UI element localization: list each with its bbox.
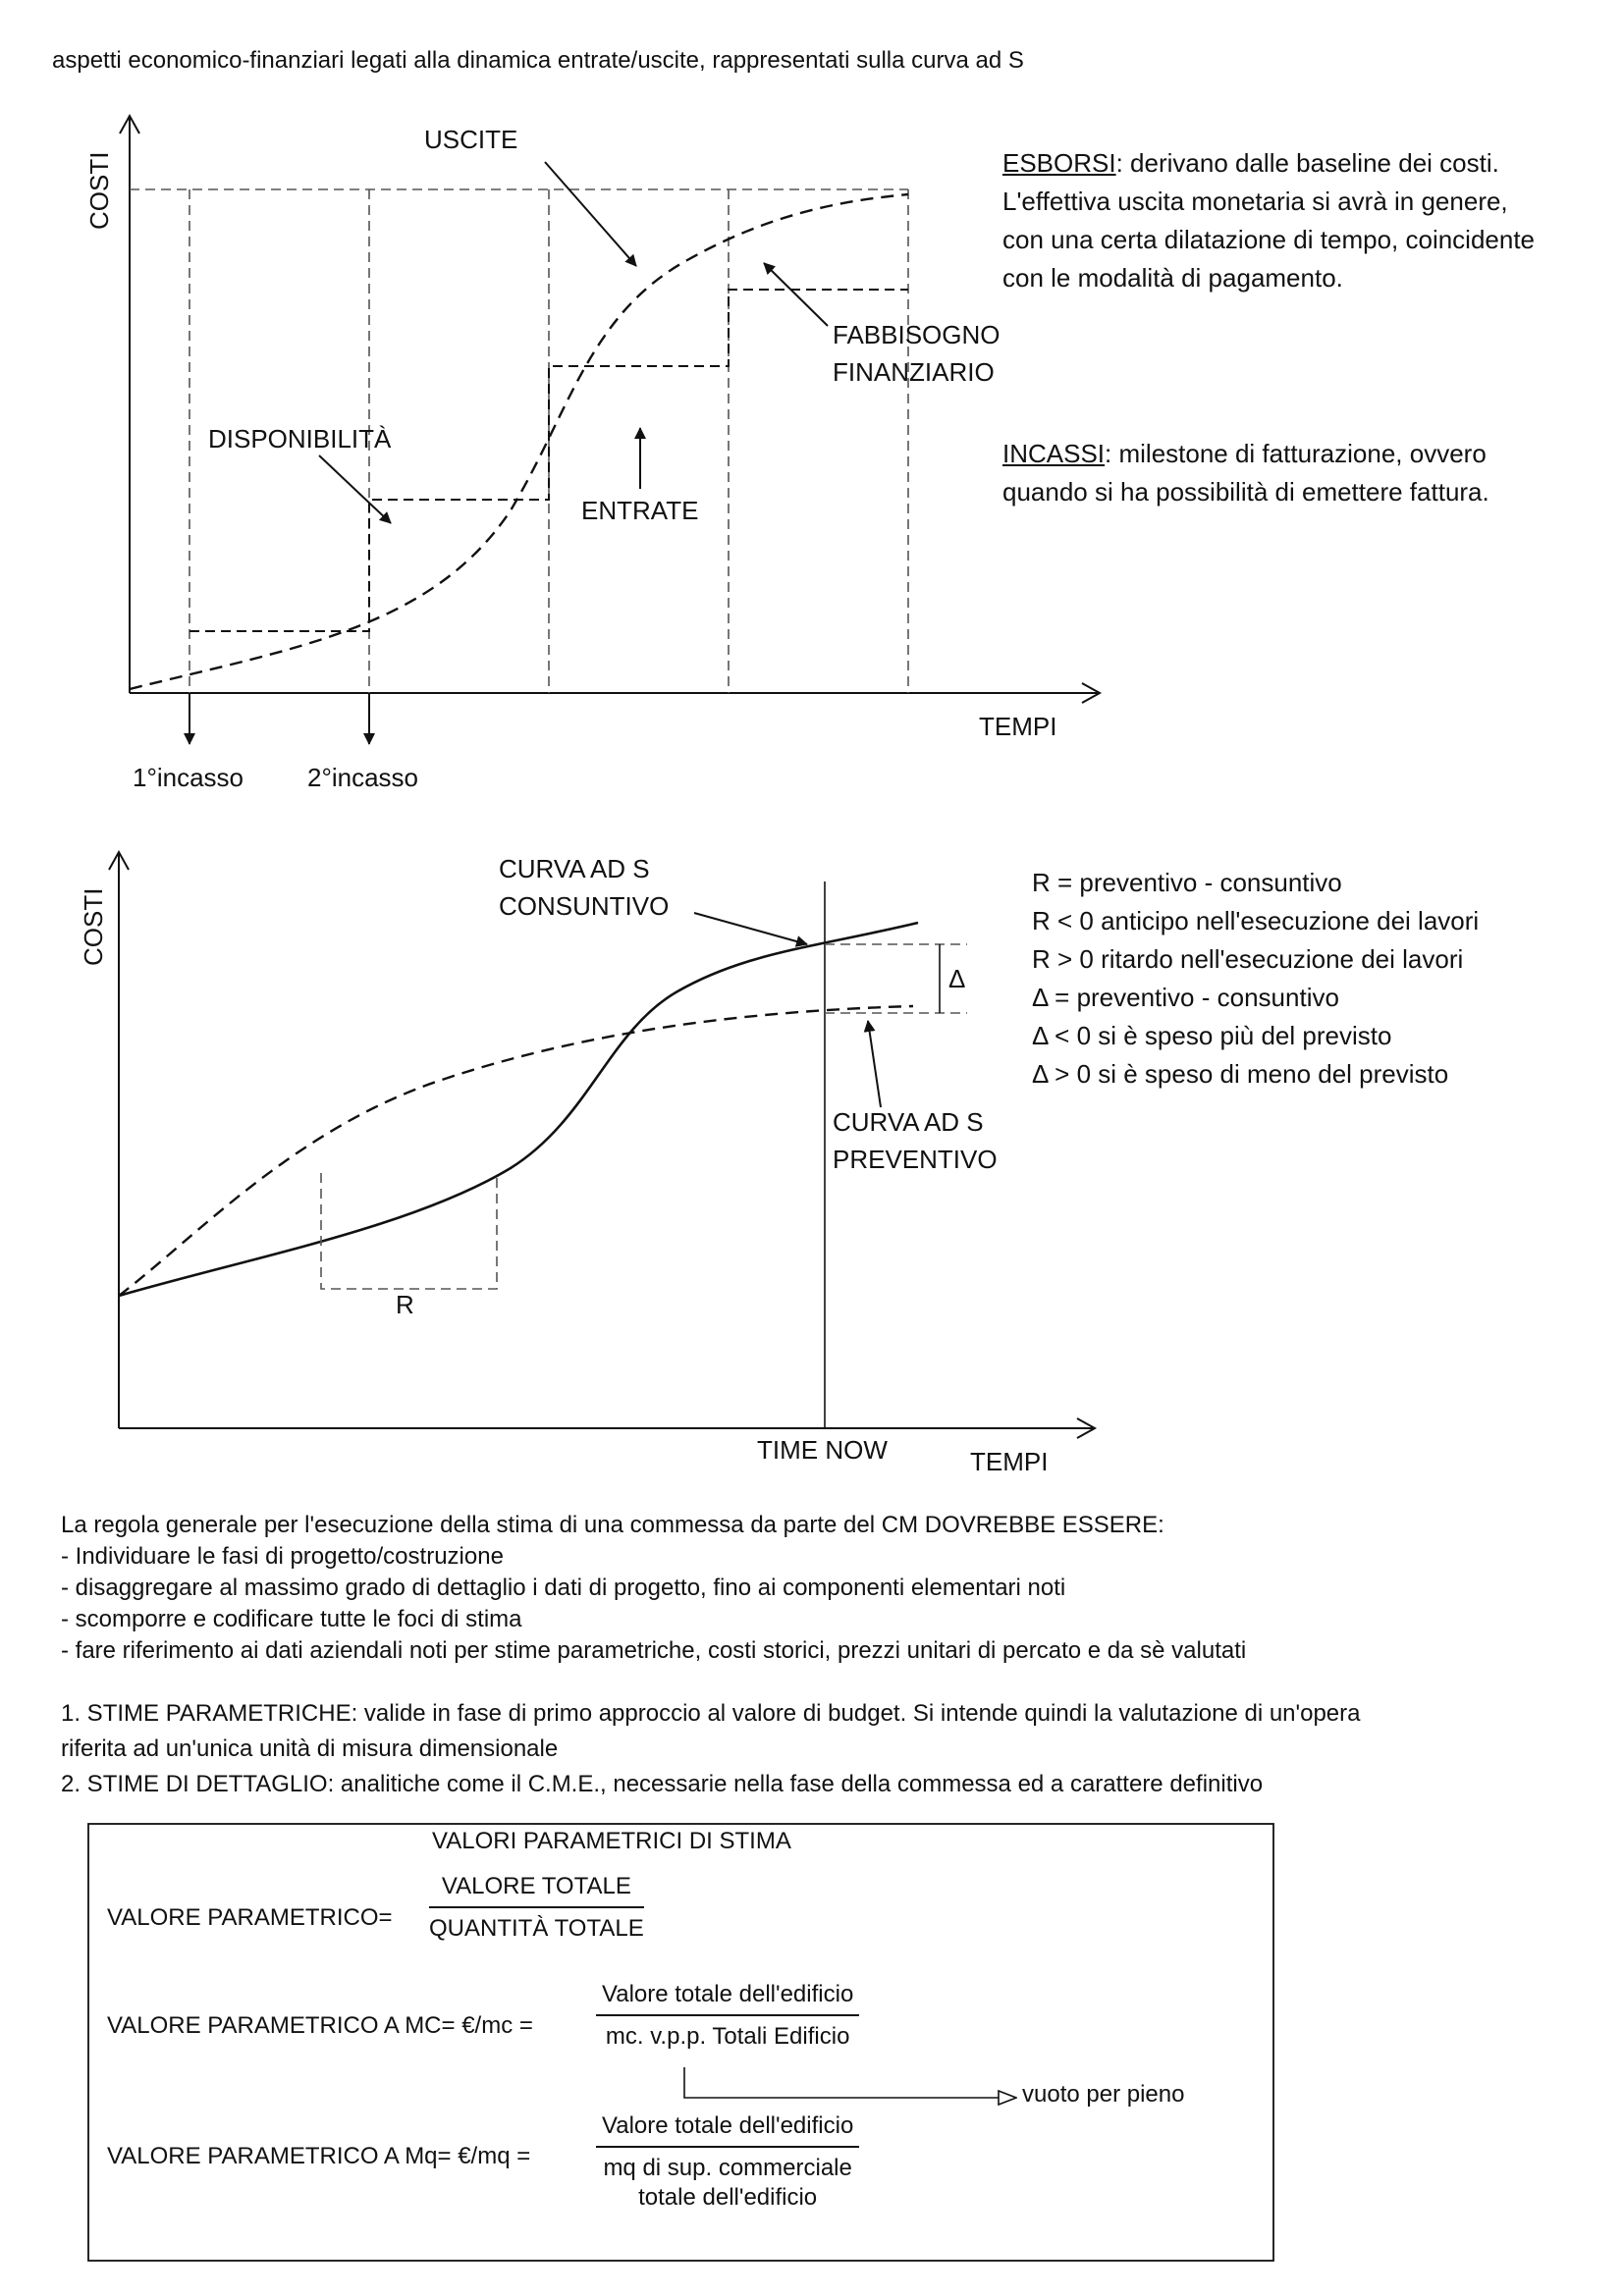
rules-paragraph <box>61 1510 1246 1667</box>
formula3-label: VALORE PARAMETRICO A Mq= €/mq = <box>107 2143 531 2169</box>
chart1-y-label: COSTI <box>84 151 114 230</box>
preventivo-label-1: CURVA AD S <box>833 1107 984 1137</box>
formula3-fraction <box>596 2112 859 2213</box>
incassi-text <box>1002 435 1489 511</box>
chart2-legend <box>1032 864 1479 1094</box>
legend-line: Δ > 0 si è speso di meno del previsto <box>1032 1059 1449 1089</box>
rules-item: - scomporre e codificare tutte le foci di stima <box>61 1606 522 1632</box>
preventivo-label-2: PREVENTIVO <box>833 1145 998 1174</box>
legend-line: R < 0 anticipo nell'esecuzione dei lavori <box>1032 906 1480 935</box>
chart1-axes <box>120 116 1100 703</box>
estimate-1a: 1. STIME PARAMETRICHE: valide in fase di primo approccio al valore di budget. Si intende quindi la valutazione di un'opera <box>61 1700 1361 1727</box>
rules-intro: La regola generale per l'esecuzione della stima di una commessa da parte del CM DOVREBBE ESSERE: <box>61 1512 1164 1538</box>
uscite-label: USCITE <box>424 125 518 154</box>
incassi-line-1: quando si ha possibilità di emettere fattura. <box>1002 477 1489 507</box>
disponibilita-arrow <box>319 455 391 523</box>
formula1-label: VALORE PARAMETRICO= <box>107 1904 393 1931</box>
fabbisogno-arrow <box>764 263 828 326</box>
legend-line: Δ < 0 si è speso più del previsto <box>1032 1021 1392 1050</box>
consuntivo-arrow <box>694 913 807 944</box>
vuoto-per-pieno-note: vuoto per pieno <box>1022 2081 1185 2108</box>
rules-item: - fare riferimento ai dati aziendali noti per stime parametriche, costi storici, prezzi unitari di percato e da sè valutati <box>61 1637 1247 1664</box>
esborsi-text <box>1002 144 1535 297</box>
box-title: VALORI PARAMETRICI DI STIMA <box>432 1828 791 1854</box>
page-title: aspetti economico-finanziari legati alla dinamica entrate/uscite, rappresentati sulla curva ad S <box>52 47 1024 74</box>
formula1-denominator: QUANTITÀ TOTALE <box>429 1915 644 1942</box>
entrate-label: ENTRATE <box>581 496 699 525</box>
preventivo-arrow <box>868 1021 881 1107</box>
esborsi-line-2: con una certa dilatazione di tempo, coincidente <box>1002 225 1536 254</box>
esborsi-line-1: L'effettiva uscita monetaria si avrà in genere, <box>1002 187 1508 216</box>
incasso2-label: 2°incasso <box>307 763 419 792</box>
estimate-1b: riferita ad un'unica unità di misura dimensionale <box>61 1735 559 1762</box>
formula2-label: VALORE PARAMETRICO A MC= €/mc = <box>107 2012 533 2039</box>
incassi-term: INCASSI <box>1002 439 1106 468</box>
esborsi-line-3: con le modalità di pagamento. <box>1002 263 1343 293</box>
incasso1-label: 1°incasso <box>133 763 244 792</box>
consuntivo-s-curve <box>119 923 918 1296</box>
consuntivo-label-1: CURVA AD S <box>499 854 650 883</box>
chart2-y-label: COSTI <box>79 887 108 966</box>
chart1-x-label: TEMPI <box>979 712 1057 741</box>
estimate-2: 2. STIME DI DETTAGLIO: analitiche come il C.M.E., necessarie nella fase della commessa ed a carattere definitivo <box>61 1771 1264 1797</box>
rules-item: - disaggregare al massimo grado di dettaglio i dati di progetto, fino ai componenti elementari noti <box>61 1575 1066 1601</box>
formula1-fraction <box>429 1873 644 1944</box>
rules-item: - Individuare le fasi di progetto/costruzione <box>61 1543 504 1570</box>
vuoto-per-pieno-connector <box>684 2067 1016 2098</box>
incassi-line-0: : milestone di fatturazione, ovvero <box>1105 439 1487 468</box>
delta-bracket <box>825 944 967 1013</box>
formula3-numerator: Valore totale dell'edificio <box>596 2112 859 2148</box>
formula3-denominator-1: mq di sup. commerciale <box>603 2155 852 2181</box>
esborsi-line-0: : derivano dalle baseline dei costi. <box>1115 148 1499 178</box>
uscite-arrow <box>545 162 636 266</box>
chart2-x-label: TEMPI <box>970 1447 1049 1476</box>
r-label: R <box>396 1290 414 1319</box>
delta-label: Δ <box>948 964 966 993</box>
formula2-denominator: mc. v.p.p. Totali Edificio <box>605 2023 850 2050</box>
esborsi-term: ESBORSI <box>1002 148 1116 178</box>
formula1-numerator: VALORE TOTALE <box>429 1873 644 1908</box>
consuntivo-label-2: CONSUNTIVO <box>499 891 670 921</box>
fabbisogno-label-1: FABBISOGNO <box>833 320 1001 349</box>
formula2-fraction <box>596 1981 859 2052</box>
legend-line: Δ = preventivo - consuntivo <box>1032 983 1339 1012</box>
formula3-denominator-2: totale dell'edificio <box>638 2184 818 2211</box>
time-now-label: TIME NOW <box>757 1435 888 1465</box>
disponibilita-label: DISPONIBILITÀ <box>208 424 392 454</box>
formula2-numerator: Valore totale dell'edificio <box>596 1981 859 2016</box>
estimates-paragraph <box>61 1696 1361 1802</box>
fabbisogno-label-2: FINANZIARIO <box>833 357 995 387</box>
legend-line: R > 0 ritardo nell'esecuzione dei lavori <box>1032 944 1464 974</box>
preventivo-s-curve <box>119 1006 913 1296</box>
legend-line: R = preventivo - consuntivo <box>1032 868 1342 897</box>
